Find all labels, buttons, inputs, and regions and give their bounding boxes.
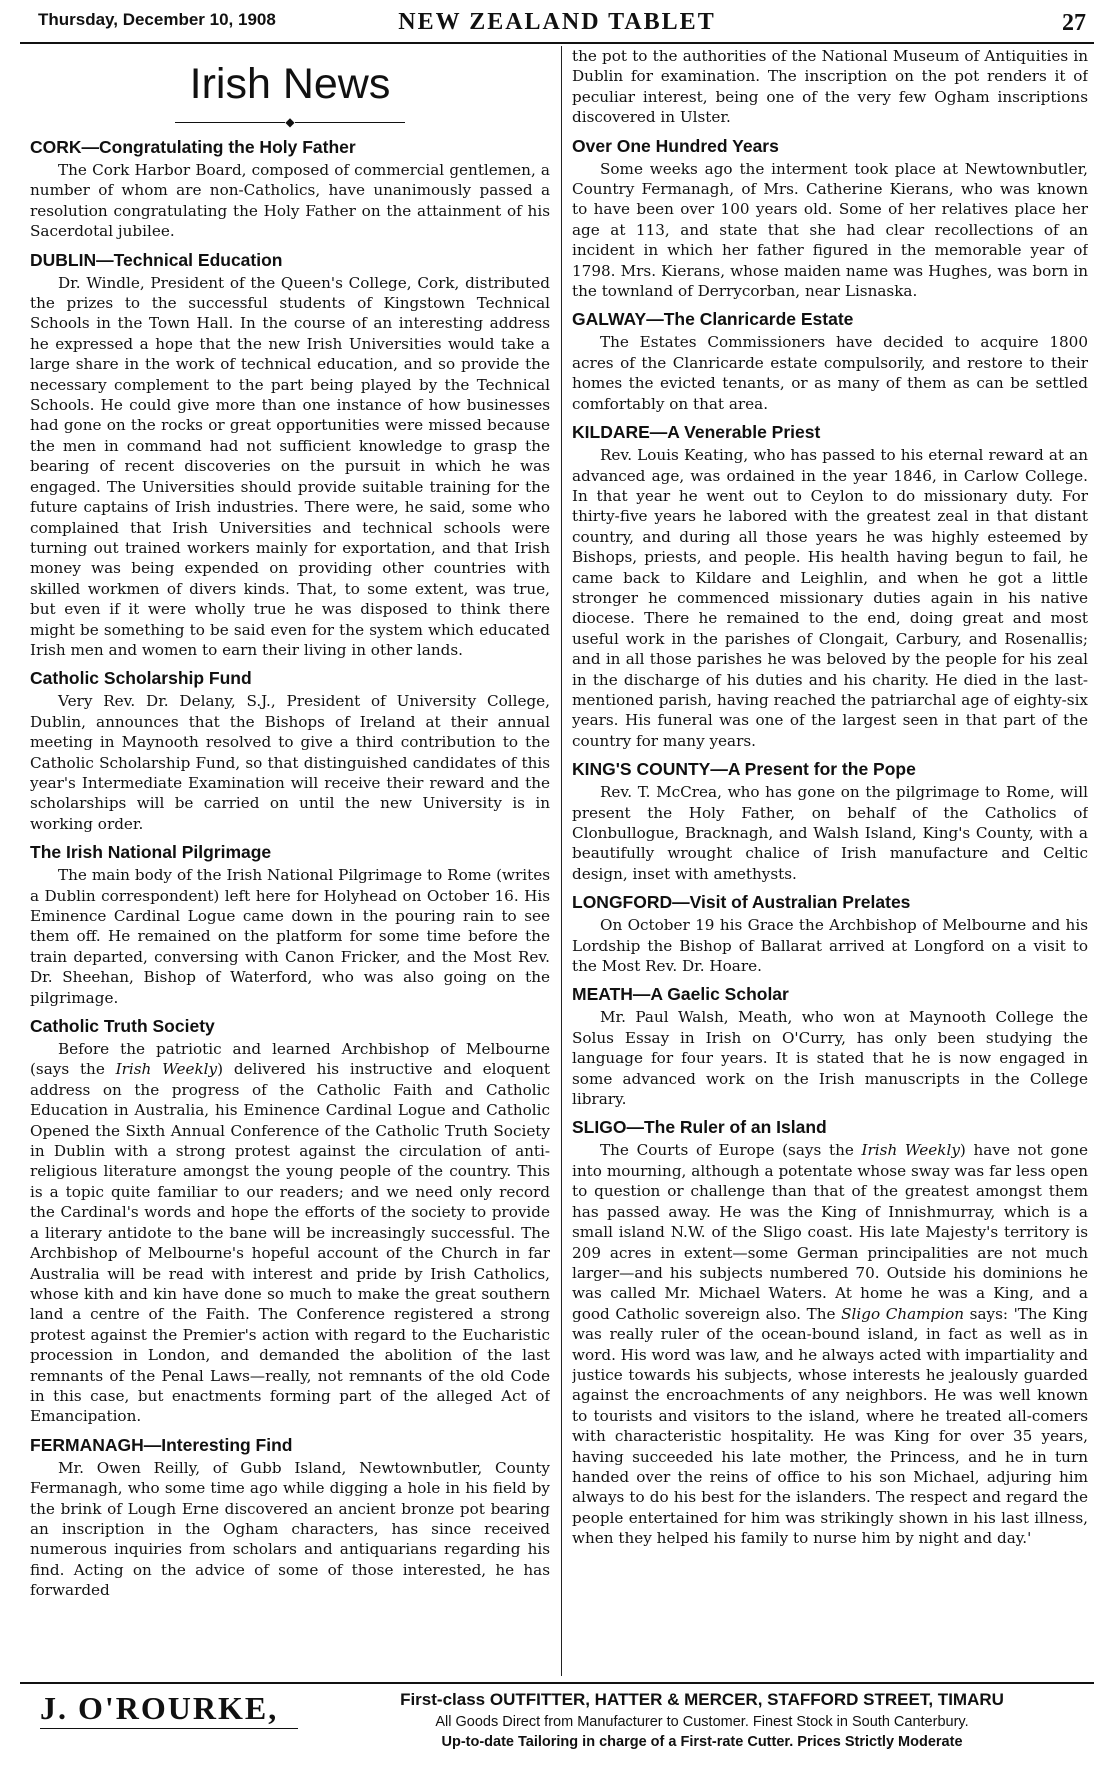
ad-line: All Goods Direct from Manufacturer to Customer. Finest Stock in South Canterbury. bbox=[435, 1714, 969, 1730]
left-column bbox=[30, 46, 550, 1676]
columns bbox=[20, 46, 1094, 1676]
right-column bbox=[572, 46, 1088, 1676]
article-continuation: the pot to the authorities of the National Museum of Antiquities in Dublin for examination. The inscription on the pot renders it of peculiar interest, being one of the very few Ogham inscriptions discovered in Ulster. bbox=[572, 47, 1088, 127]
article-paragraph: Mr. Paul Walsh, Meath, who won at Maynooth College the Solus Essay in Irish on O'Curry, has only been studying the language for four years. It is stated that he is now engaged in some advanced work on the Irish manuscripts in the College library. bbox=[572, 1008, 1088, 1109]
section-title: Irish News bbox=[189, 60, 391, 108]
issue-date: Thursday, December 10, 1908 bbox=[38, 10, 276, 29]
advertiser-name: J. O'ROURKE, bbox=[40, 1690, 279, 1726]
article-heading: The Irish National Pilgrimage bbox=[30, 842, 272, 863]
article-heading: Catholic Truth Society bbox=[30, 1016, 215, 1037]
article-paragraph: The Estates Commissioners have decided to acquire 1800 acres of the Clanricarde estate compulsorily, and restore to their homes the evicted tenants, or as many of them as can be settled comfortably on that area. bbox=[572, 333, 1088, 413]
article-paragraph: On October 19 his Grace the Archbishop of Melbourne and his Lordship the Bishop of Ballarat arrived at Longford on a visit to the Most Rev. Dr. Hoare. bbox=[572, 916, 1088, 976]
article-heading: KING'S COUNTY—A Present for the Pope bbox=[572, 759, 916, 780]
article-paragraph: Rev. T. McCrea, who has gone on the pilgrimage to Rome, will present the Holy Father, on behalf of the Catholics of Clonbullogue, Bracknagh, and Walsh Island, King's County, with a beautifully wrought chalice of Irish manufacture and Celtic design, inset with amethysts. bbox=[572, 783, 1088, 883]
paper-title: NEW ZEALAND TABLET bbox=[398, 9, 716, 35]
article-heading: CORK—Congratulating the Holy Father bbox=[30, 137, 356, 157]
article-heading: SLIGO—The Ruler of an Island bbox=[572, 1117, 827, 1138]
page-header bbox=[20, 6, 1094, 44]
article-paragraph: Before the patriotic and learned Archbishop of Melbourne (says the Irish Weekly) delivered his instructive and eloquent address on the progress of the Catholic Faith and Catholic Education in Australia, his Eminence Cardinal Logue and Catholic Opened the Sixth Annual Conference of the Catholic Truth Society in Dublin with a strong protest against the circulation of anti-religious literature amongst the young people of the country. This is a topic quite familiar to our readers; and we need only record the Cardinal's words and hope the efforts of the society to provide a literary antidote to the bane will be increasingly successful. The Archbishop of Melbourne's hopeful account of the Church in far Australia will be read with interest and pride by Irish Catholics, whose kith and kin have done so much to make the great southern land a centre of the Faith. The Conference registered a strong protest against the Premier's action with regard to the Eucharistic procession in London, and demanded the abolition of the last remnants of the Penal Laws—really, not remnants of the old Code in this case, but enactments forming part of the alleged Act of Emancipation. bbox=[30, 1040, 550, 1426]
article-heading: LONGFORD—Visit of Australian Prelates bbox=[572, 892, 911, 913]
article-paragraph: Very Rev. Dr. Delany, S.J., President of University College, Dublin, announces that the Bishops of Ireland at their annual meeting in Maynooth resolved to give a third contribution to the Catholic Scholarship Fund, so that distinguished candidates of this year's Intermediate Examination will receive their reward and the scholarships will be carried on until the new University is in working order. bbox=[30, 692, 550, 833]
diamond-icon: ◆ bbox=[285, 115, 295, 129]
advertiser-underline bbox=[40, 1728, 298, 1729]
advertisement bbox=[20, 1682, 1094, 1780]
article-paragraph: Rev. Louis Keating, who has passed to his eternal reward at an advanced age, was ordained in the year 1846, in Carlow College. In that year he went out to Ceylon to do missionary duty. For thirty-five years he labored with the greatest zeal in that distant country, and during all those years he was highly esteemed by Bishops, priests, and people. His health having begun to fail, he came back to Kildare and Leighlin, and when he got a little stronger he commenced missionary duties again in his native diocese. There he remained to the end, doing great and most useful work in the parishes of Clongait, Carbury, and Rosenallis; and in all those parishes he was beloved by the people for his zeal in the discharge of his duties and his charity. He died in the last-mentioned parish, having reached the patriarchal age of eighty-six years. His funeral was one of the largest seen in that part of the country for many years. bbox=[572, 446, 1088, 750]
ad-line: Up-to-date Tailoring in charge of a First-rate Cutter. Prices Strictly Moderate bbox=[441, 1734, 963, 1750]
article-heading: Over One Hundred Years bbox=[572, 135, 779, 156]
article-paragraph: The Courts of Europe (says the Irish Weekly) have not gone into mourning, although a potentate whose sway was far less open to question or challenge than that of the greatest amongst them has passed away. He was the King of Innishmurray, which is a small island N.W. of the Sligo coast. His late Majesty's territory is 209 acres in extent—some German principalities are not much larger—and his subjects numbered 70. Outside his dominions he was called Mr. Michael Waters. At home he was a King, and a good Catholic sovereign also. The Sligo Champion says: 'The King was really ruler of the ocean-bound island, in fact as well as in word. His word was law, and he always acted with impartiality and justice towards his subjects, whose interests he jealously guarded against the encroachments of any neighbors. He was well known to tourists and visitors to the island, where he treated all-comers with characteristic hospitality. He was King for over 35 years, having succeeded his late mother, the Princess, and he in turn handed over the reins of office to his son Michael, adjuring him always to do his best for the islanders. The respect and regard the people entertained for him was strikingly shown in his last illness, when they helped his family to nurse him by night and day.' bbox=[572, 1141, 1088, 1548]
article-heading: GALWAY—The Clanricarde Estate bbox=[572, 309, 854, 330]
column-divider bbox=[561, 46, 562, 1676]
article-paragraph: The main body of the Irish National Pilgrimage to Rome (writes a Dublin correspondent) left here for Holyhead on October 16. His Eminence Cardinal Logue came down in the pouring rain to see them off. He remained on the platform for some time before the train departed, conversing with Canon Fricker, and the Most Rev. Dr. Sheehan, Bishop of Waterford, who was also going on the pilgrimage. bbox=[30, 866, 550, 1007]
article-heading: Catholic Scholarship Fund bbox=[30, 668, 252, 689]
article-heading: KILDARE—A Venerable Priest bbox=[572, 422, 821, 443]
article-paragraph: The Cork Harbor Board, composed of commercial gentlemen, a number of whom are non-Catholics, have unanimously passed a resolution congratulating the Holy Father on the attainment of his Sacerdotal jubilee. bbox=[30, 161, 550, 241]
newspaper-page bbox=[20, 6, 1094, 1780]
article-paragraph: Dr. Windle, President of the Queen's College, Cork, distributed the prizes to the successful students of Kingstown Technical Schools in the Town Hall. In the course of an interesting address he expressed a hope that the new Irish Universities would take a large share in the work of technical education, and so provide the necessary complement to the part being played by the Technical Schools. He could give more than one instance of how businesses had gone on the rocks or great opportunities were missed because the men in command had not sufficient knowledge to grasp the bearing of recent discoveries on the pursuit in which he was engaged. The Universities should provide suitable training for the future captains of Irish industries. There were, he said, some who complained that Irish Universities and technical schools were turning out trained workers mainly for exportation, and that Irish money was being expended on providing other countries with skilled workmen of divers kinds. That, to some extent, was true, but even if it were wholly true he was disposed to think there might be something to be said even for the system which educated Irish men and women to earn their living in other lands. bbox=[30, 273, 550, 659]
title-ornament bbox=[30, 115, 550, 129]
article-heading: FERMANAGH—Interesting Find bbox=[30, 1434, 293, 1455]
article-heading: MEATH—A Gaelic Scholar bbox=[572, 984, 789, 1005]
article-paragraph: Some weeks ago the interment took place at Newtownbutler, Country Fermanagh, of Mrs. Catherine Kierans, who was known to have been over 100 years old. Some of her relatives place her age at 113, and state that she had clear recollections of an incident in which her father figured in the memorable year of 1798. Mrs. Kierans, whose maiden name was Hughes, was born in the townland of Derrycorban, near Lisnaska. bbox=[572, 159, 1088, 301]
page-number: 27 bbox=[1062, 10, 1086, 36]
article-heading: DUBLIN—Technical Education bbox=[30, 249, 283, 270]
ad-line: First-class OUTFITTER, HATTER & MERCER, STAFFORD STREET, TIMARU bbox=[400, 1690, 1004, 1709]
advertisement-text bbox=[320, 1688, 1084, 1752]
article-paragraph: Mr. Owen Reilly, of Gubb Island, Newtownbutler, County Fermanagh, who some time ago while digging a hole in his field by the brink of Lough Erne discovered an ancient bronze pot bearing an inscription in the Ogham characters, has since received numerous inquiries from scholars and antiquarians regarding his find. Acting on the advice of some of those interested, he has forwarded bbox=[30, 1458, 550, 1600]
